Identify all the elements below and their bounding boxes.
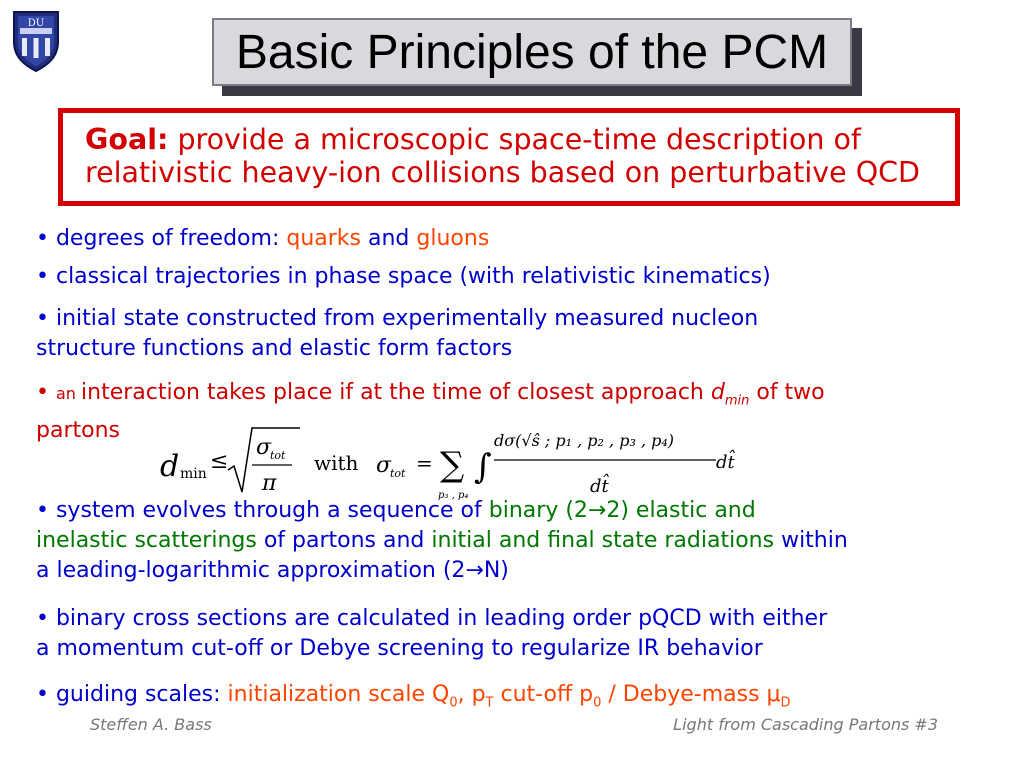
bullet-5-g2: inelastic scatterings bbox=[36, 528, 257, 553]
bullet-4-an: an bbox=[55, 384, 82, 403]
eq-equals: = bbox=[416, 451, 433, 475]
goal-line2: relativistic heavy-ion collisions based on perturbative QCD bbox=[85, 156, 920, 189]
bullet-guiding-scales bbox=[36, 680, 791, 718]
footer-author: Steffen A. Bass bbox=[90, 715, 212, 734]
bullet-3-line2: structure functions and elastic form factors bbox=[36, 336, 513, 361]
bullet-4-tail: of two bbox=[749, 380, 825, 405]
goal-box bbox=[58, 108, 960, 206]
bullet-system-evolves bbox=[36, 496, 848, 586]
bullet-3-line1: • initial state constructed from experimentally measured nucleon bbox=[36, 306, 759, 331]
eq-denominator: dt̂ bbox=[590, 476, 609, 497]
bullet-5-g1: binary (2→2) elastic and bbox=[488, 498, 756, 523]
bullet-initial-state bbox=[36, 304, 758, 364]
bullet-4-dot: • bbox=[36, 380, 56, 405]
bullet-6-line1: • binary cross sections are calculated in leading order pQCD with either bbox=[36, 606, 828, 631]
eq-sum: ∑ bbox=[440, 445, 465, 485]
logo-monogram: DU bbox=[27, 18, 45, 29]
eq-numerator: dσ(√ŝ ; p₁ , p₂ , p₃ , p₄) bbox=[494, 431, 675, 450]
eq-integral: ∫ bbox=[474, 447, 492, 487]
eq-sigma-tot: σ bbox=[376, 453, 392, 478]
eq-sum-sub: p₃ , p₄ bbox=[438, 490, 469, 501]
eq-dt: dt̂ bbox=[716, 452, 735, 473]
bullet-binary-cross-sections bbox=[36, 604, 827, 664]
bullet-degrees-of-freedom bbox=[36, 224, 489, 254]
bullet-4-text: interaction takes place if at the time of closest approach bbox=[81, 380, 711, 405]
eq-min: min bbox=[180, 466, 207, 482]
bullet-1-prefix: • degrees of freedom: bbox=[36, 226, 287, 251]
goal-label: Goal: bbox=[85, 123, 169, 156]
eq-sigma: σ bbox=[256, 435, 272, 460]
bullet-5-g3: initial and final state radiations bbox=[431, 528, 775, 553]
eq-pi: π bbox=[262, 471, 277, 496]
bullet-4-line2: partons bbox=[36, 418, 120, 444]
bullet-1-and: and bbox=[361, 226, 417, 251]
bullet-5-p2: of partons and bbox=[256, 528, 432, 553]
eq-with: with bbox=[314, 451, 359, 475]
footer-talk-title: Light from Cascading Partons #3 bbox=[673, 715, 938, 734]
eq-sigma-tot-sub: tot bbox=[390, 467, 406, 480]
university-shield-logo bbox=[10, 8, 62, 74]
bullet-7-prefix: • guiding scales: bbox=[36, 682, 228, 707]
eq-d: d bbox=[160, 449, 180, 484]
goal-line1: provide a microscopic space-time description of bbox=[177, 123, 861, 156]
bullet-5-line3: a leading-logarithmic approximation (2→N) bbox=[36, 558, 509, 583]
d-min-equation bbox=[150, 412, 750, 504]
quarks-term: quarks bbox=[286, 226, 361, 251]
eq-sigma-sub: tot bbox=[270, 449, 286, 462]
slide-title: Basic Principles of the PCM bbox=[212, 18, 852, 86]
bullet-classical-trajectories: • classical trajectories in phase space (with relativistic kinematics) bbox=[36, 264, 771, 289]
bullet-5-p1: • system evolves through a sequence of bbox=[36, 498, 489, 523]
eq-le: ≤ bbox=[210, 449, 229, 474]
guiding-scales-values: initialization scale $Q_0$, $p_T$ cut-off $p_0$ / Debye-mass $\mu_D$ bbox=[227, 682, 791, 711]
bullet-5-p3: within bbox=[774, 528, 848, 553]
gluons-term: gluons bbox=[416, 226, 490, 251]
bullet-6-line2: a momentum cut-off or Debye screening to regularize IR behavior bbox=[36, 636, 763, 661]
d-min-symbol: $d_{min}$ bbox=[710, 380, 750, 409]
